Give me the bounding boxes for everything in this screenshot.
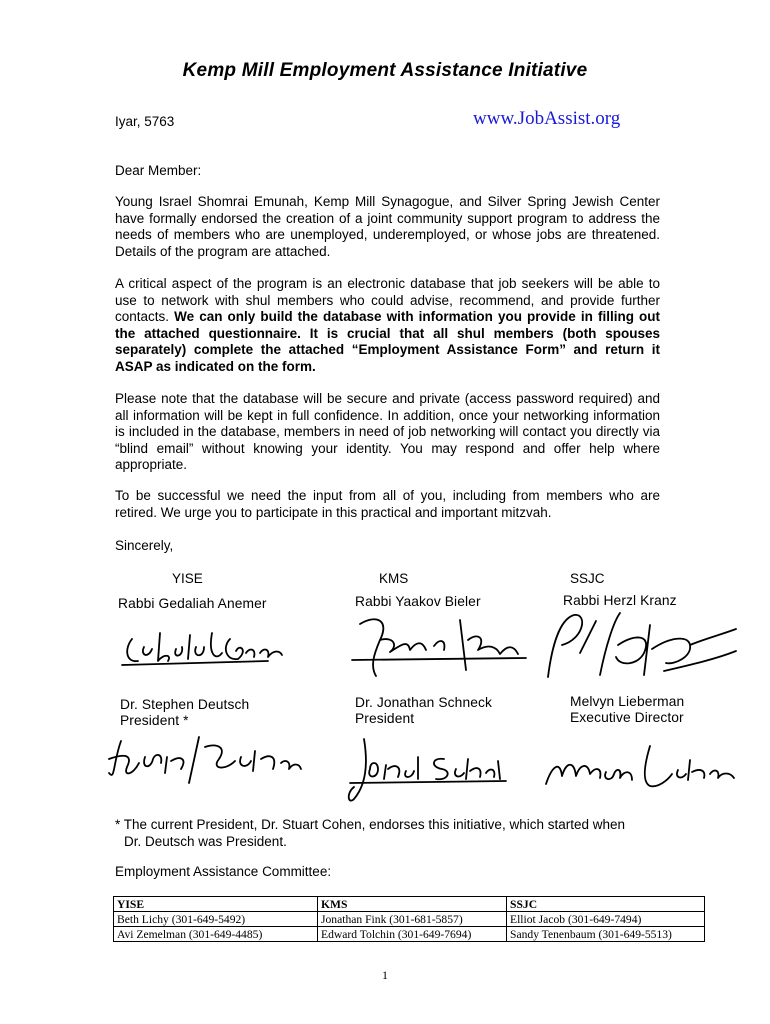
salutation: Dear Member: <box>115 163 202 178</box>
closing: Sincerely, <box>115 538 174 553</box>
footnote-line-2: Dr. Deutsch was President. <box>124 834 287 849</box>
leader-yise-title: President * <box>120 713 189 728</box>
signature-bieler <box>350 610 530 680</box>
signature-schneck <box>348 733 508 808</box>
paragraph-1: Young Israel Shomrai Emunah, Kemp Mill Synagogue, and Silver Spring Jewish Center have formally endorsed the creation of a joint community support program to address the needs of members who are unemployed, underemployed, or whose jobs are threatened. Details of the program are attached. <box>115 194 660 259</box>
table-header-row <box>114 897 705 912</box>
table-row <box>114 927 705 942</box>
footnote-line-1: * The current President, Dr. Stuart Cohen, endorses this initiative, which started when <box>115 817 626 832</box>
footnote <box>115 816 675 850</box>
page-number: 1 <box>382 968 388 982</box>
column-header: SSJC <box>507 897 705 912</box>
leader-kms-name: Dr. Jonathan Schneck <box>355 695 492 710</box>
signature-deutsch <box>105 733 305 788</box>
committee-heading: Employment Assistance Committee: <box>115 864 332 879</box>
paragraph-2-emphasis: We can only build the database with information you provide in filling out the attached questionnaire. It is crucial that all shul members (both spouses separately) complete the attached “Employment Assistance Form” and return it ASAP as indicated on the form. <box>115 309 660 374</box>
signature-kranz <box>540 605 740 685</box>
committee-table <box>113 896 705 942</box>
rabbi-name-kms: Rabbi Yaakov Bieler <box>355 594 481 609</box>
website-link[interactable]: www.JobAssist.org <box>473 108 621 129</box>
leader-yise <box>120 697 249 729</box>
paragraph-2-text: A critical aspect of the program is an electronic database that job seekers will be able to use to network with shul members who could advise, recommend, and provide further contacts. <box>115 276 660 325</box>
document-title: Kemp Mill Employment Assistance Initiative <box>182 60 588 81</box>
table-cell: Edward Tolchin (301-649-7694) <box>318 927 507 942</box>
letter-date: Iyar, 5763 <box>115 114 175 129</box>
signature-anemer <box>118 625 288 670</box>
rabbi-name-ssjc: Rabbi Herzl Kranz <box>563 593 677 608</box>
paragraph-3: Please note that the database will be secure and private (access password required) and all information will be kept in full confidence. In addition, once your networking information is included in the database, members in need of job networking will contact you directly via “blind email” without knowing your identity. You may respond and offer help where appropriate. <box>115 391 660 473</box>
leader-ssjc-title: Executive Director <box>570 710 684 725</box>
paragraph-4: To be successful we need the input from all of you, including from members who are retired. We urge you to participate in this practical and important mitzvah. <box>115 488 660 520</box>
leader-kms-title: President <box>355 711 415 726</box>
org-label-ssjc: SSJC <box>570 571 605 586</box>
org-label-kms: KMS <box>379 571 409 586</box>
column-header: KMS <box>318 897 507 912</box>
table-cell: Jonathan Fink (301-681-5857) <box>318 912 507 927</box>
leader-ssjc <box>570 694 684 726</box>
leader-yise-name: Dr. Stephen Deutsch <box>120 697 250 712</box>
leader-ssjc-name: Melvyn Lieberman <box>570 694 685 709</box>
rabbi-name-yise: Rabbi Gedaliah Anemer <box>118 596 267 611</box>
table-cell: Elliot Jacob (301-649-7494) <box>507 912 705 927</box>
table-row <box>114 912 705 927</box>
paragraph-2 <box>115 276 660 376</box>
signature-lieberman <box>540 740 740 800</box>
table-cell: Avi Zemelman (301-649-4485) <box>114 927 318 942</box>
table-cell: Beth Lichy (301-649-5492) <box>114 912 318 927</box>
table-cell: Sandy Tenenbaum (301-649-5513) <box>507 927 705 942</box>
org-label-yise: YISE <box>172 571 203 586</box>
column-header: YISE <box>114 897 318 912</box>
leader-kms <box>355 695 492 727</box>
